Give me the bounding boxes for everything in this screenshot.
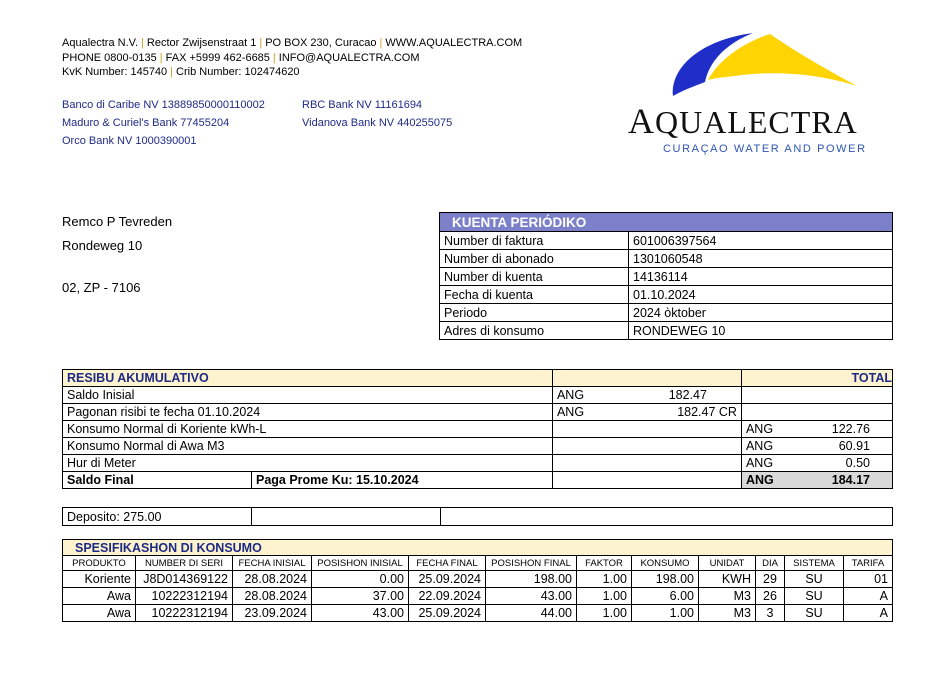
deposito-table <box>62 507 893 526</box>
email-link[interactable]: INFO@AQUALECTRA.COM <box>278 51 420 64</box>
table-row: Number di kuenta 14136114 <box>440 268 893 286</box>
logo-tagline: CURAÇAO WATER AND POWER <box>663 143 867 155</box>
total-header: TOTAL <box>741 370 892 387</box>
table-row: Saldo Inisial ANG 182.47 <box>63 387 893 404</box>
table-row: Fecha di kuenta 01.10.2024 <box>440 286 893 304</box>
company-info <box>62 36 522 80</box>
customer-zip: 02, ZP - 7106 <box>62 280 141 295</box>
aqualectra-logo <box>625 30 900 160</box>
table-row: Awa 10222312194 23.09.2024 43.00 25.09.2024 44.00 1.00 1.00 M3 3 SU A <box>63 605 893 622</box>
due-date: Paga Prome Ku: 15.10.2024 <box>252 472 553 489</box>
consumption-address: RONDEWEG 10 <box>629 322 893 340</box>
account-number: 14136114 <box>629 268 893 286</box>
spec-header-row: PRODUKTO NUMBER DI SERI FECHA INISIAL POSISHON INISIAL FECHA FINAL POSISHON FINAL FAKTOR KONSUMO UNIDAT DIA SISTEMA TARIFA <box>63 556 893 571</box>
deposit: Deposito: 275.00 <box>63 508 252 526</box>
bank-list-right: RBC Bank NV 11161694 Vidanova Bank NV 440255075 <box>302 99 453 129</box>
kuenta-periodiko-table <box>439 212 893 340</box>
spesifikashon-table <box>62 539 893 622</box>
resibu-title: RESIBU AKUMULATIVO <box>63 370 553 387</box>
saldo-final-label: Saldo Final <box>63 472 252 489</box>
logo-swoosh-icon <box>625 30 900 105</box>
table-row: Saldo Final Paga Prome Ku: 15.10.2024 ANG 184.17 <box>63 472 893 489</box>
spec-title: SPESIFIKASHON DI KONSUMO <box>63 540 893 556</box>
table-row: Periodo 2024 òktober <box>440 304 893 322</box>
table-row: Awa 10222312194 28.08.2024 37.00 22.09.2024 43.00 1.00 6.00 M3 26 SU A <box>63 588 893 605</box>
invoice-number: 601006397564 <box>629 232 893 250</box>
company-line-3: KvK Number: 145740 | Crib Number: 102474620 <box>62 66 300 78</box>
table-row: Koriente J8D014369122 28.08.2024 0.00 25.09.2024 198.00 1.00 198.00 KWH 29 SU 01 <box>63 571 893 588</box>
customer-street: Rondeweg 10 <box>62 238 143 253</box>
kuenta-title: KUENTA PERIÓDIKO <box>440 213 893 232</box>
bank-list-left: Banco di Caribe NV 13889850000110002 Maduro & Curiel's Bank 77455204 Orco Bank NV 1000390001 <box>62 99 265 147</box>
total-amount: 184.17 <box>790 472 893 489</box>
company-line-1: Aqualectra N.V. | Rector Zwijsenstraat 1 | PO BOX 230, Curacao | WWW.AQUALECTRA.COM <box>62 37 523 49</box>
table-row: Adres di konsumo RONDEWEG 10 <box>440 322 893 340</box>
resibu-akumulativo-table <box>62 369 893 489</box>
table-row: Number di faktura 601006397564 <box>440 232 893 250</box>
website-link[interactable]: WWW.AQUALECTRA.COM <box>385 37 523 49</box>
table-row: Konsumo Normal di Awa M3 ANG 60.91 <box>63 438 893 455</box>
table-row: Konsumo Normal di Koriente kWh-L ANG 122.76 <box>63 421 893 438</box>
table-row: Hur di Meter ANG 0.50 <box>63 455 893 472</box>
customer-name: Remco P Tevreden <box>62 214 173 229</box>
table-row: Pagonan risibi te fecha 01.10.2024 ANG 182.47 CR <box>63 404 893 421</box>
invoice-date: 01.10.2024 <box>629 286 893 304</box>
subscriber-number: 1301060548 <box>629 250 893 268</box>
company-line-2: PHONE 0800-0135 | FAX +5999 462-6685 | INFO@AQUALECTRA.COM <box>62 51 420 64</box>
table-row: Number di abonado 1301060548 <box>440 250 893 268</box>
logo-wordmark: AQUALECTRA <box>628 101 858 141</box>
period: 2024 òktober <box>629 304 893 322</box>
